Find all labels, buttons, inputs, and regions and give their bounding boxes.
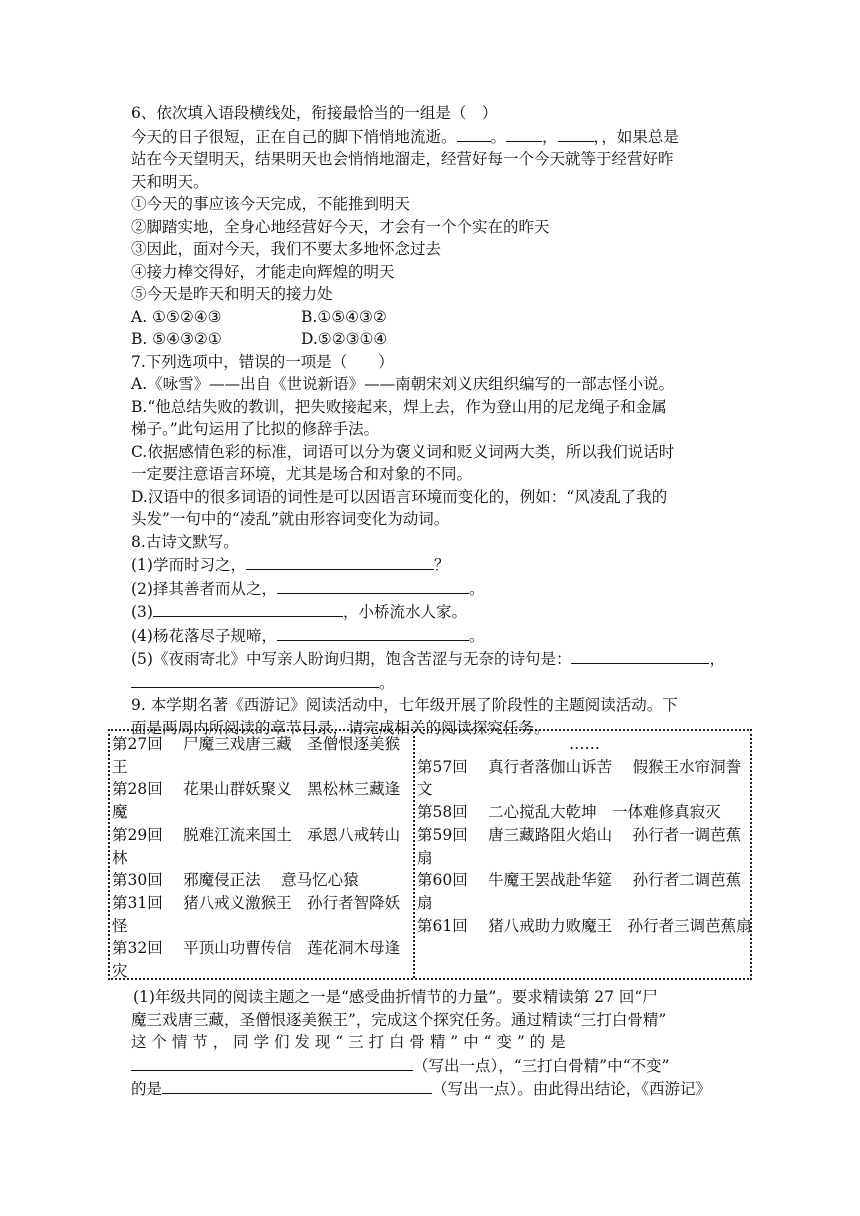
q6-stem: 6、依次填入语段横线处，衔接最恰当的一组是（ ） bbox=[131, 104, 498, 122]
chapter-item: 第58回 二心搅乱大乾坤 一体难修真寂灭 bbox=[417, 803, 721, 822]
q6-options-row-1 bbox=[131, 306, 731, 329]
poem-punct: 。 bbox=[468, 579, 485, 598]
q7-stem: 7.下列选项中，错误的一项是（ ） bbox=[131, 352, 394, 371]
chapter-item: 第28回 花果山群妖聚义 黑松林三藏逢魔 bbox=[112, 780, 401, 822]
q6-passage-tail: ，如果总是 bbox=[601, 127, 679, 146]
chapter-item: 第32回 平顶山功曹传信 莲花洞木母逢灾 bbox=[112, 939, 401, 981]
poem-punct: 。 bbox=[468, 626, 485, 645]
chapter-item: 第27回 尸魔三戏唐三藏 圣僧恨逐美猴王 bbox=[112, 735, 401, 776]
option-c[interactable]: B. ⑤④③②① bbox=[131, 330, 222, 348]
q7-option-c: C.依据感情色彩的标准，词语可以分为褒义词和贬义词两大类，所以我们说话时 bbox=[131, 442, 675, 461]
answer-blank[interactable] bbox=[162, 1077, 432, 1094]
q6-passage-line-3: 天和明天。 bbox=[131, 172, 209, 191]
poem-prompt: (1)学而时习之， bbox=[131, 556, 246, 574]
q8-line-6 bbox=[131, 671, 731, 695]
answer-blank[interactable] bbox=[153, 600, 343, 617]
chapter-item: 第61回 猪八戒助力败魔王 孙行者三调芭蕉扇 bbox=[417, 916, 752, 935]
chapter-item: 第30回 邪魔侵正法 意马忆心猿 bbox=[112, 871, 359, 890]
q8-line-3 bbox=[131, 600, 731, 624]
q9-sub-line bbox=[131, 1054, 731, 1078]
q6-options-row-2 bbox=[131, 328, 731, 351]
answer-blank[interactable] bbox=[246, 553, 434, 570]
q8-line-4 bbox=[131, 624, 731, 648]
poem-prompt: (3) bbox=[131, 603, 153, 621]
answer-blank[interactable] bbox=[506, 125, 542, 142]
poem-punct: 。 bbox=[379, 673, 395, 692]
poem-punct: ， bbox=[709, 650, 725, 668]
chapter-table bbox=[108, 729, 752, 980]
q9-sub-line bbox=[131, 1077, 731, 1101]
option-b[interactable]: B.①⑤④③② bbox=[301, 307, 387, 326]
q7-option-d-cont: 头发”一句中的“凌乱”就由形容词变化为动词。 bbox=[131, 510, 450, 528]
chapter-item: 第31回 猪八戒义激猴王 孙行者智降妖怪 bbox=[112, 893, 401, 935]
chapter-item: 第59回 唐三藏路阻火焰山 孙行者一调芭蕉扇 bbox=[417, 825, 742, 867]
answer-blank[interactable] bbox=[131, 1054, 413, 1071]
q7-option-c-cont: 一定要注意语言环境，尤其是场合和对象的不同。 bbox=[131, 465, 473, 483]
poem-punct: ？ bbox=[433, 556, 450, 574]
q9-sub-text: （写出一点），“三打白骨精”中“不变” bbox=[413, 1056, 670, 1075]
chapter-item: 第29回 脱难江流来国土 承恩八戒转山林 bbox=[112, 825, 401, 867]
poem-punct: ，小桥流水人家。 bbox=[342, 603, 467, 621]
q9-stem-cont: 面是两周内所阅读的章节目录，请完成相关的阅读探究任务。 bbox=[131, 718, 550, 737]
answer-blank[interactable] bbox=[571, 647, 709, 664]
q6-item: ⑤今天是昨天和明天的接力处 bbox=[131, 285, 333, 303]
q9-sub-line: 这 个 情 节 ， 同 学 们 发 现 “ 三 打 白 骨 精 ” 中 “ 变 ” 的 是 bbox=[131, 1033, 566, 1051]
q6-item: ③因此，面对今天，我们不要太多地怀念过去 bbox=[131, 240, 442, 258]
option-a[interactable]: A. ①⑤②④③ bbox=[131, 307, 222, 326]
q7-option-b-cont: 梯子。”此句运用了比拟的修辞手法。 bbox=[131, 420, 380, 438]
q6-item: ①今天的事应该今天完成，不能推到明天 bbox=[131, 195, 411, 213]
question-area bbox=[131, 102, 731, 739]
q9-subquestion-1 bbox=[131, 986, 731, 1101]
ellipsis: …… bbox=[569, 735, 600, 753]
poem-prompt: (2)择其善者而从之， bbox=[131, 579, 277, 598]
poem-prompt: (4)杨花落尽子规啼， bbox=[131, 626, 277, 645]
table-divider bbox=[413, 731, 415, 978]
poem-prompt: (5)《夜雨寄北》中写亲人盼询归期，饱含苦涩与无奈的诗句是： bbox=[131, 650, 572, 668]
chapter-list-right bbox=[417, 733, 752, 937]
chapter-list-left bbox=[112, 733, 412, 983]
answer-blank[interactable] bbox=[277, 624, 469, 641]
q9-sub-text: （写出一点）。由此得出结论，《西游记》 bbox=[432, 1080, 712, 1098]
q6-passage-line-1: 今天的日子很短，正在自己的脚下悄悄地流逝。 。 ， ，，如果总是 bbox=[131, 125, 731, 149]
q6-item: ②脚踏实地，全身心地经营好今天，才会有一个个实在的昨天 bbox=[131, 217, 550, 236]
answer-blank[interactable] bbox=[277, 577, 469, 594]
answer-blank[interactable] bbox=[131, 671, 379, 688]
answer-blank[interactable] bbox=[457, 125, 491, 142]
q9-stem: 9. 本学期名著《西游记》阅读活动中，七年级开展了阶段性的主题阅读活动。下 bbox=[131, 696, 678, 714]
q9-sub-text: 的是 bbox=[131, 1080, 163, 1098]
q9-sub-line: (1)年级共同的阅读主题之一是“感受曲折情节的力量”。要求精读第 27 回“尸 bbox=[133, 988, 658, 1006]
q6-passage-line-2: 站在今天望明天，结果明天也会悄悄地溜走，经营好每一个今天就等于经营好昨 bbox=[131, 150, 674, 168]
q9-sub-line: 魔三戏唐三藏，圣僧恨逐美猴王”，完成这个探究任务。通过精读“三打白骨精” bbox=[131, 1010, 667, 1029]
q8-line-2 bbox=[131, 577, 731, 601]
q7-option-b: B.“他总结失败的教训，把失败接起来，焊上去，作为登山用的尼龙绳子和金属 bbox=[131, 397, 667, 416]
answer-blank[interactable] bbox=[558, 125, 594, 142]
q8-line-1 bbox=[131, 553, 731, 577]
q7-option-a: A.《咏雪》——出自《世说新语》——南朝宋刘义庆组织编写的一部志怪小说。 bbox=[131, 375, 675, 393]
q6-item: ④接力棒交得好，才能走向辉煌的明天 bbox=[131, 262, 395, 281]
option-d[interactable]: D.⑤②③①④ bbox=[301, 330, 388, 348]
q8-line-5 bbox=[131, 647, 731, 671]
q7-option-d: D.汉语中的很多词语的词性是可以因语言环境而变化的，例如：“风凌乱了我的 bbox=[131, 487, 668, 506]
q6-passage-text: 今天的日子很短，正在自己的脚下悄悄地流逝。 bbox=[131, 127, 457, 146]
chapter-item: 第57回 真行者落伽山诉苦 假猴王水帘洞誊文 bbox=[417, 757, 742, 799]
chapter-item: 第60回 牛魔王罢战赴华筵 孙行者二调芭蕉扇 bbox=[417, 871, 742, 912]
q8-stem: 8.古诗文默写。 bbox=[131, 532, 239, 551]
